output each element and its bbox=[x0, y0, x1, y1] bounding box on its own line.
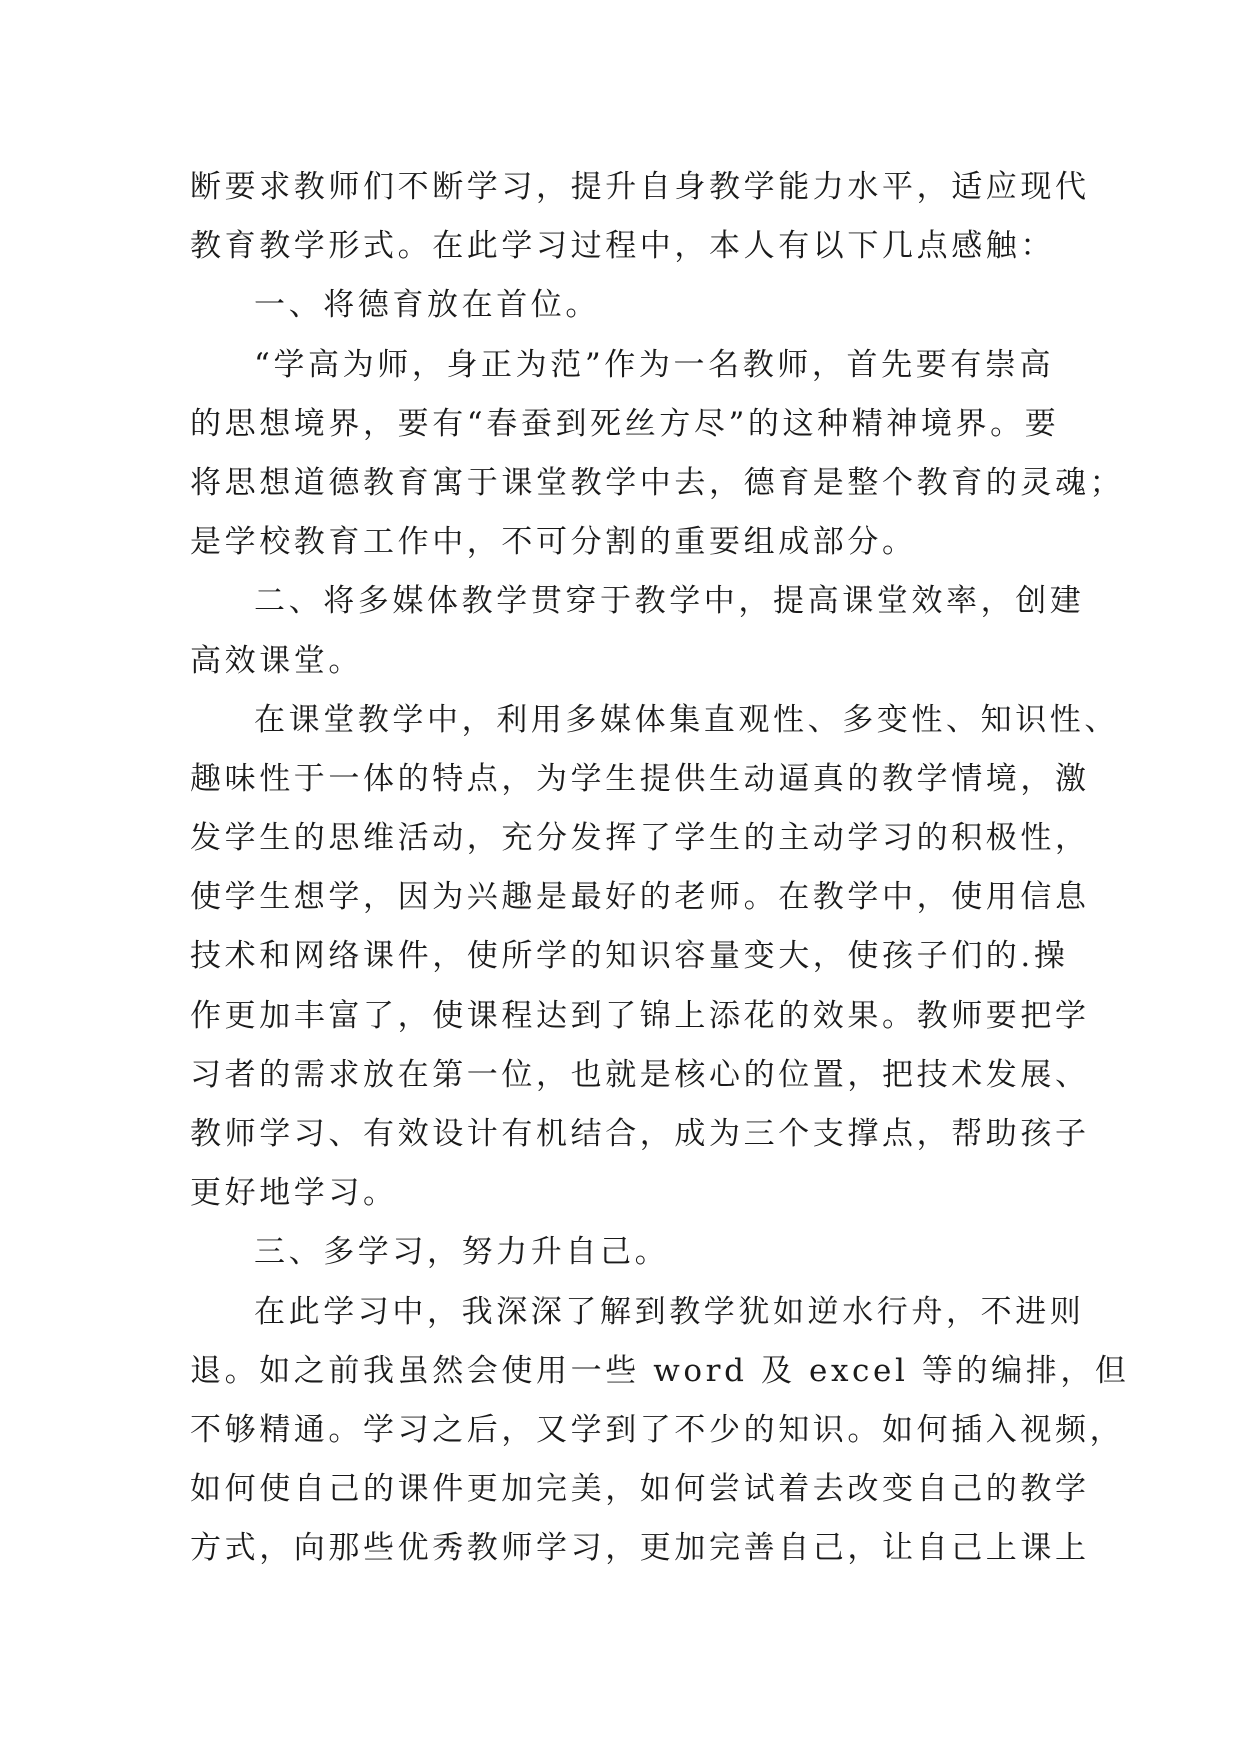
text-line: 作更加丰富了，使课程达到了锦上添花的效果。教师要把学 bbox=[190, 997, 1090, 1034]
text-line: 教师学习、有效设计有机结合，成为三个支撑点，帮助孩子 bbox=[190, 1116, 1090, 1152]
document-body bbox=[190, 158, 1130, 1579]
text-line: 不够精通。学习之后，又学到了不少的知识。如何插入视频， bbox=[190, 1411, 1125, 1448]
text-line: 使学生想学，因为兴趣是最好的老师。在教学中，使用信息 bbox=[190, 879, 1090, 916]
text-line: 三、多学习，努力升自己。 bbox=[254, 1234, 670, 1271]
text-line: 是学校教育工作中，不可分割的重要组成部分。 bbox=[190, 524, 917, 561]
text-line: 教育教学形式。在此学习过程中，本人有以下几点感触： bbox=[190, 228, 1055, 265]
text-line: 发学生的思维活动，充分发挥了学生的主动学习的积极性， bbox=[190, 820, 1090, 857]
text-line: 趣味性于一体的特点，为学生提供生动逼真的教学情境，激 bbox=[190, 760, 1090, 797]
text-line: 将思想道德教育寓于课堂教学中去，德育是整个教育的灵魂； bbox=[190, 464, 1125, 501]
text-line: 技术和网络课件，使所学的知识容量变大，使孩子们的.操 bbox=[190, 938, 1069, 975]
text-line: 更好地学习。 bbox=[190, 1175, 398, 1212]
text-line: 如何使自己的课件更加完美，如何尝试着去改变自己的教学 bbox=[190, 1471, 1090, 1508]
text-line: 退。如之前我虽然会使用一些 word 及 excel 等的编排，但 bbox=[190, 1352, 1130, 1389]
text-line: “学高为师，身正为范”作为一名教师，首先要有崇高 bbox=[254, 346, 1055, 383]
text-line: 习者的需求放在第一位，也就是核心的位置，把技术发展、 bbox=[190, 1056, 1090, 1093]
text-line: 一、将德育放在首位。 bbox=[254, 287, 600, 324]
text-line: 二、将多媒体教学贯穿于教学中，提高课堂效率，创建 bbox=[254, 583, 1085, 620]
text-line: 断要求教师们不断学习，提升自身教学能力水平，适应现代 bbox=[190, 169, 1090, 205]
text-line: 方式，向那些优秀教师学习，更加完善自己，让自己上课上 bbox=[190, 1530, 1090, 1567]
text-line: 的思想境界，要有“春蚕到死丝方尽”的这种精神境界。要 bbox=[190, 405, 1060, 442]
text-line: 高效课堂。 bbox=[190, 642, 363, 679]
text-line: 在课堂教学中，利用多媒体集直观性、多变性、知识性、 bbox=[254, 701, 1119, 738]
text-line: 在此学习中，我深深了解到教学犹如逆水行舟，不进则 bbox=[254, 1293, 1085, 1330]
